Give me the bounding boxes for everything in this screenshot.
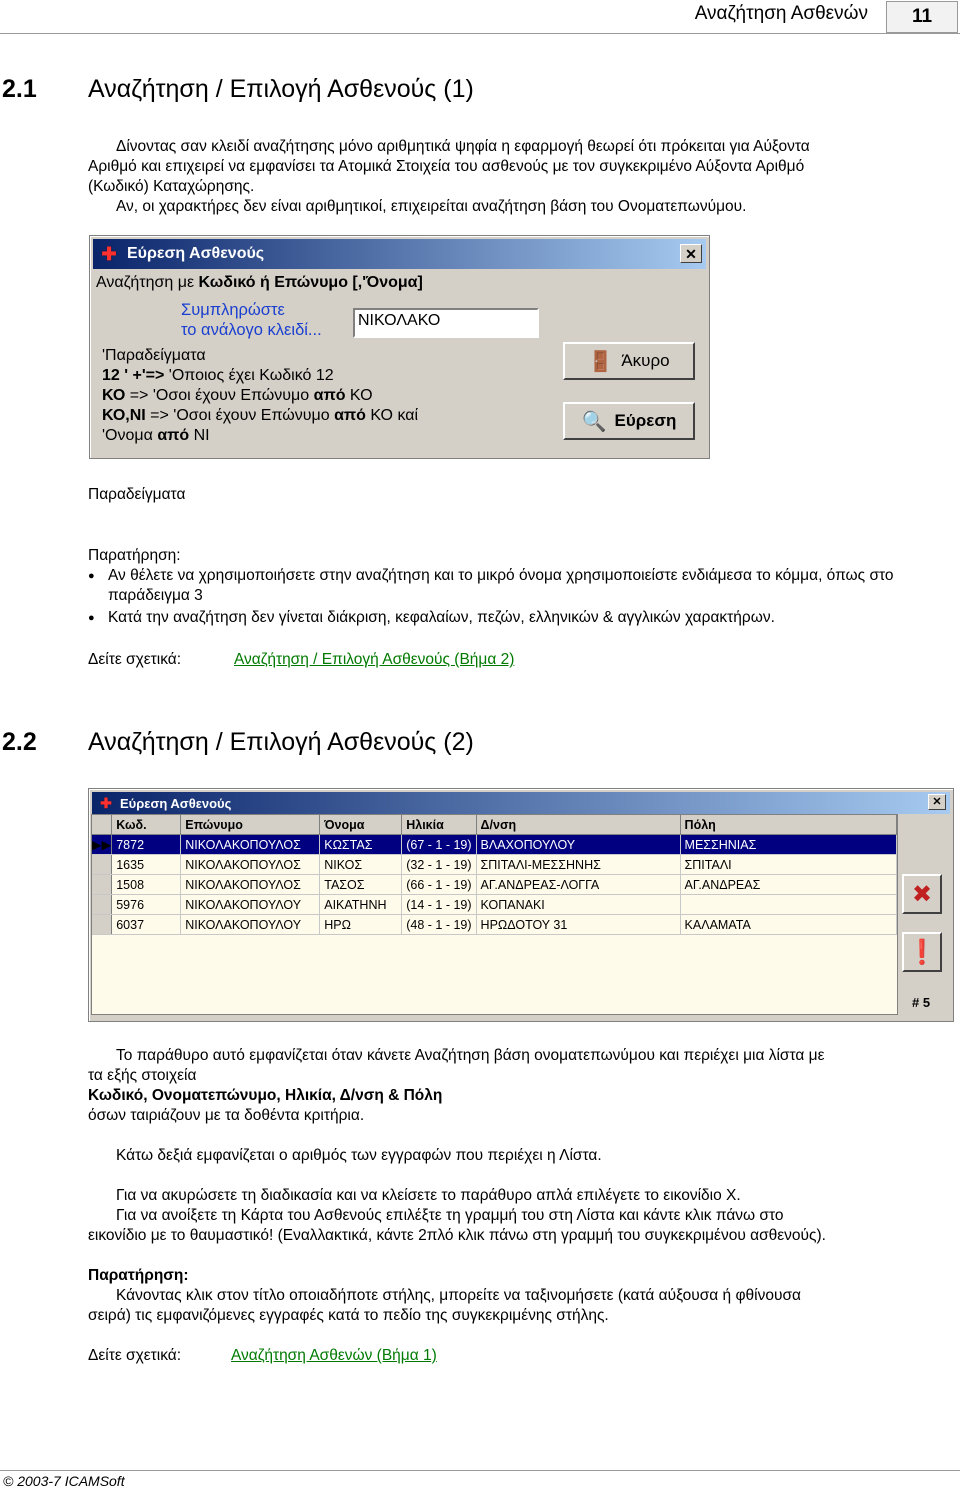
cell-surname: ΝΙΚΟΛΑΚΟΠΟΥΛΟΣ xyxy=(181,875,320,895)
cell-surname: ΝΙΚΟΛΑΚΟΠΟΥΛΟΣ xyxy=(181,835,320,855)
search-heading-bold: Κωδικό ή Επώνυμο [,'Όνομα] xyxy=(198,274,423,291)
cell-city: ΜΕΣΣΗΝΙΑΣ xyxy=(680,835,896,855)
cell-city: ΣΠΙΤΑΛΙ xyxy=(680,855,896,875)
text-line: Κάνοντας κλικ στον τίτλο οποιαδήποτε στήλης, μπορείτε να ταξινομήσετε (κατά αύξουσα ή φθίνουσα xyxy=(116,1287,801,1304)
row-indicator xyxy=(92,855,112,875)
caduceus-icon: ✚ xyxy=(100,795,112,811)
cell-name: ΝΙΚΟΣ xyxy=(320,855,402,875)
cell-age: (14 - 1 - 19) xyxy=(402,895,476,915)
search-heading xyxy=(96,274,423,292)
find-label: Εύρεση xyxy=(614,411,677,430)
cell-surname: ΝΙΚΟΛΑΚΟΠΟΥΛΟΥ xyxy=(181,915,320,935)
text-line: τα εξής στοιχεία xyxy=(88,1067,197,1084)
example-text: => 'Οσοι έχουν Επώνυμο xyxy=(125,387,314,404)
example-text: 'Οποιος έχει Κωδικό 12 xyxy=(164,367,334,384)
text-line-bold: Κωδικό, Ονοματεπώνυμο, Ηλικία, Δ/νση & Πόλη xyxy=(88,1087,443,1104)
cell-address: ΑΓ.ΑΝΔΡΕΑΣ-ΛΟΓΓΑ xyxy=(476,875,680,895)
intro-line: Αριθμό και επιχειρεί να εμφανίσει τα Ατομικά Στοιχεία του ασθενούς με τον συγκεκριμένο Αύξοντα Αριθμό xyxy=(88,158,805,175)
see-also-label: Δείτε σχετικά: xyxy=(88,651,182,668)
cell-age: (48 - 1 - 19) xyxy=(402,915,476,935)
footer-copyright: © 2003-7 ICAMSoft xyxy=(3,1473,125,1489)
record-count-paragraph: Κάτω δεξιά εμφανίζεται ο αριθμός των εγγραφών που περιέχει η Λίστα. xyxy=(116,1147,602,1164)
text-line: εικονίδιο με το θαυμαστικό! (Εναλλακτικά, κάντε 2πλό κλικ πάνω στη γραμμή του συγκεκριμένου ασθενούς). xyxy=(88,1227,826,1244)
note-bullets xyxy=(88,566,948,628)
results-table xyxy=(92,815,897,935)
intro-line: Δίνοντας σαν κλειδί αναζήτησης μόνο αριθμητικά ψηφία η εφαρμογή θεωρεί ότι πρόκειται για Αύξοντα xyxy=(116,138,810,155)
cell-surname: ΝΙΚΟΛΑΚΟΠΟΥΛΟΣ xyxy=(181,855,320,875)
note-block xyxy=(88,546,948,630)
close-button[interactable]: ✕ xyxy=(680,244,702,263)
cell-code: 5976 xyxy=(112,895,181,915)
search-heading-prefix: Αναζήτηση με xyxy=(96,274,199,291)
column-header-age[interactable]: Ηλικία xyxy=(402,815,476,835)
cell-city: ΑΓ.ΑΝΔΡΕΑΣ xyxy=(680,875,896,895)
example-line xyxy=(102,346,418,366)
example-key: ΚΟ,ΝΙ xyxy=(102,407,146,424)
table-row[interactable] xyxy=(92,855,897,875)
example-text: => 'Οσοι έχουν Επώνυμο xyxy=(145,407,335,424)
cancel-x-button[interactable] xyxy=(902,874,942,914)
column-header-name[interactable]: Όνομα xyxy=(320,815,402,835)
example-tail: ΚΟ καί xyxy=(365,407,419,424)
section-title: Αναζήτηση / Επιλογή Ασθενούς (1) xyxy=(88,75,474,103)
window-title: Εύρεση Ασθενούς xyxy=(120,795,232,811)
row-indicator-header xyxy=(92,815,112,835)
cell-surname: ΝΙΚΟΛΑΚΟΠΟΥΛΟΥ xyxy=(181,895,320,915)
text-line: Το παράθυρο αυτό εμφανίζεται όταν κάνετε Αναζήτηση βάση ονοματεπωνύμου και περιέχει μια λίστα με xyxy=(116,1047,825,1064)
example-text: 'Ονομα xyxy=(102,427,158,444)
cell-code: 6037 xyxy=(112,915,181,935)
magnifier-icon: 🔍 xyxy=(581,410,607,433)
example-heading: 'Παραδείγματα xyxy=(102,347,206,364)
footer-divider xyxy=(0,1470,960,1471)
see-also-link[interactable]: Αναζήτηση Ασθενών (Βήμα 1) xyxy=(231,1347,437,1364)
red-x-icon: ✖ xyxy=(911,880,933,908)
cell-address: ΒΛΑΧΟΠΟΥΛΟΥ xyxy=(476,835,680,855)
find-button[interactable] xyxy=(563,402,695,440)
example-tail: ΚΟ xyxy=(345,387,373,404)
example-line xyxy=(102,366,418,386)
search-input[interactable]: ΝΙΚΟΛΑΚΟ xyxy=(353,308,539,338)
cell-address: ΣΠΙΤΑΛΙ-ΜΕΣΣΗΝΗΣ xyxy=(476,855,680,875)
record-count: # 5 xyxy=(912,995,931,1010)
note-label: Παρατήρηση: xyxy=(88,547,181,564)
example-bold: από xyxy=(157,427,190,444)
example-line xyxy=(102,386,418,406)
text-line: Για να ακυρώσετε τη διαδικασία και να κλείσετε το παράθυρο απλά επιλέγετε το εικονίδιο Χ. xyxy=(116,1187,741,1204)
cell-name: ΤΑΣΟΣ xyxy=(320,875,402,895)
cell-city xyxy=(680,895,896,915)
intro-line: (Κωδικό) Καταχώρησης. xyxy=(88,178,255,195)
note-block xyxy=(88,1266,948,1326)
example-key: ΚΟ xyxy=(102,387,126,404)
examples-list xyxy=(102,346,418,446)
header-divider xyxy=(0,33,960,34)
bullet-item: ● Αν θέλετε να χρησιμοποιήσετε στην αναζήτηση και το μικρό όνομα χρησιμοποιείστε ενδιάμεσα το κόμμα, όπως στο παράδειγμα 3 xyxy=(88,566,948,606)
find-patient-dialog xyxy=(89,235,710,459)
cell-city: ΚΑΛΑΜΑΤΑ xyxy=(680,915,896,935)
cell-age: (32 - 1 - 19) xyxy=(402,855,476,875)
table-row[interactable] xyxy=(92,875,897,895)
running-header-title: Αναζήτηση Ασθενών xyxy=(694,3,868,24)
see-also-link[interactable]: Αναζήτηση / Επιλογή Ασθενούς (Βήμα 2) xyxy=(234,651,515,668)
section-number: 2.2 xyxy=(2,728,37,756)
see-also-label: Δείτε σχετικά: xyxy=(88,1347,182,1364)
exclamation-icon: ❗ xyxy=(907,938,937,966)
column-header-code[interactable]: Κωδ. xyxy=(112,815,181,835)
table-row[interactable] xyxy=(92,835,897,855)
section-title: Αναζήτηση / Επιλογή Ασθενούς (2) xyxy=(88,728,474,756)
dialog-title: Εύρεση Ασθενούς xyxy=(127,245,265,262)
note-label: Παρατήρηση: xyxy=(88,1267,189,1284)
section-number: 2.1 xyxy=(2,75,37,103)
cell-name: ΚΩΣΤΑΣ xyxy=(320,835,402,855)
table-row[interactable] xyxy=(92,915,897,935)
example-line xyxy=(102,426,418,446)
column-header-address[interactable]: Δ/νση xyxy=(476,815,680,835)
results-grid xyxy=(91,814,898,1015)
row-indicator xyxy=(92,915,112,935)
text-line: όσων ταιριάζουν με τα δοθέντα κριτήρια. xyxy=(88,1107,365,1124)
intro-line: Αν, οι χαρακτήρες δεν είναι αριθμητικοί, επιχειρείται αναζήτηση βάση του Ονοματεπωνύμου. xyxy=(116,198,747,215)
example-line xyxy=(102,406,418,426)
column-header-city[interactable]: Πόλη xyxy=(680,815,896,835)
caduceus-icon: ✚ xyxy=(101,244,117,264)
cell-name: ΑΙΚΑΤΗΝΗ xyxy=(320,895,402,915)
bullet-item: ● Κατά την αναζήτηση δεν γίνεται διάκριση, κεφαλαίων, πεζών, ελληνικών & αγγλικών χαρακτήρων. xyxy=(88,608,948,628)
example-tail: ΝΙ xyxy=(189,427,210,444)
example-bold: από xyxy=(313,387,346,404)
cell-address: ΗΡΩΔΟΤΟΥ 31 xyxy=(476,915,680,935)
cell-code: 1635 xyxy=(112,855,181,875)
cell-address: ΚΟΠΑΝΑΚΙ xyxy=(476,895,680,915)
door-exit-icon: 🚪 xyxy=(588,350,614,373)
cell-name: ΗΡΩ xyxy=(320,915,402,935)
search-prompt xyxy=(181,300,322,340)
intro-paragraph xyxy=(88,137,948,217)
text-line: σειρά) τις εμφανιζόμενες εγγραφές κατά το πεδίο της συγκεκριμένης στήλης. xyxy=(88,1307,609,1324)
open-card-button[interactable] xyxy=(902,932,942,972)
cell-code: 1508 xyxy=(112,875,181,895)
prompt-line: Συμπληρώστε xyxy=(181,301,285,319)
row-indicator xyxy=(92,875,112,895)
window-titlebar xyxy=(92,792,950,814)
header-row xyxy=(92,815,897,835)
cell-code: 7872 xyxy=(112,835,181,855)
row-indicator-icon: ▶▶ xyxy=(92,835,112,855)
description-paragraph xyxy=(88,1046,948,1126)
column-header-surname[interactable]: Επώνυμο xyxy=(181,815,320,835)
page-number: 11 xyxy=(886,1,958,33)
prompt-line: το ανάλογο κλειδί... xyxy=(181,321,322,339)
cell-age: (66 - 1 - 19) xyxy=(402,875,476,895)
cancel-button[interactable] xyxy=(563,342,695,380)
example-key: 12 ' +'=> xyxy=(102,367,165,384)
close-button[interactable]: ✕ xyxy=(928,794,946,810)
table-row[interactable] xyxy=(92,895,897,915)
row-indicator xyxy=(92,895,112,915)
dialog-titlebar xyxy=(93,239,706,269)
figure-caption: Παραδείγματα xyxy=(88,486,186,503)
actions-paragraph xyxy=(88,1186,948,1246)
example-bold: από xyxy=(334,407,366,424)
cell-age: (67 - 1 - 19) xyxy=(402,835,476,855)
text-line: Για να ανοίξετε τη Κάρτα του Ασθενούς επιλέξτε τη γραμμή του στη Λίστα και κάντε κλικ πάνω στο xyxy=(116,1207,784,1224)
cancel-label: Άκυρο xyxy=(621,351,670,370)
